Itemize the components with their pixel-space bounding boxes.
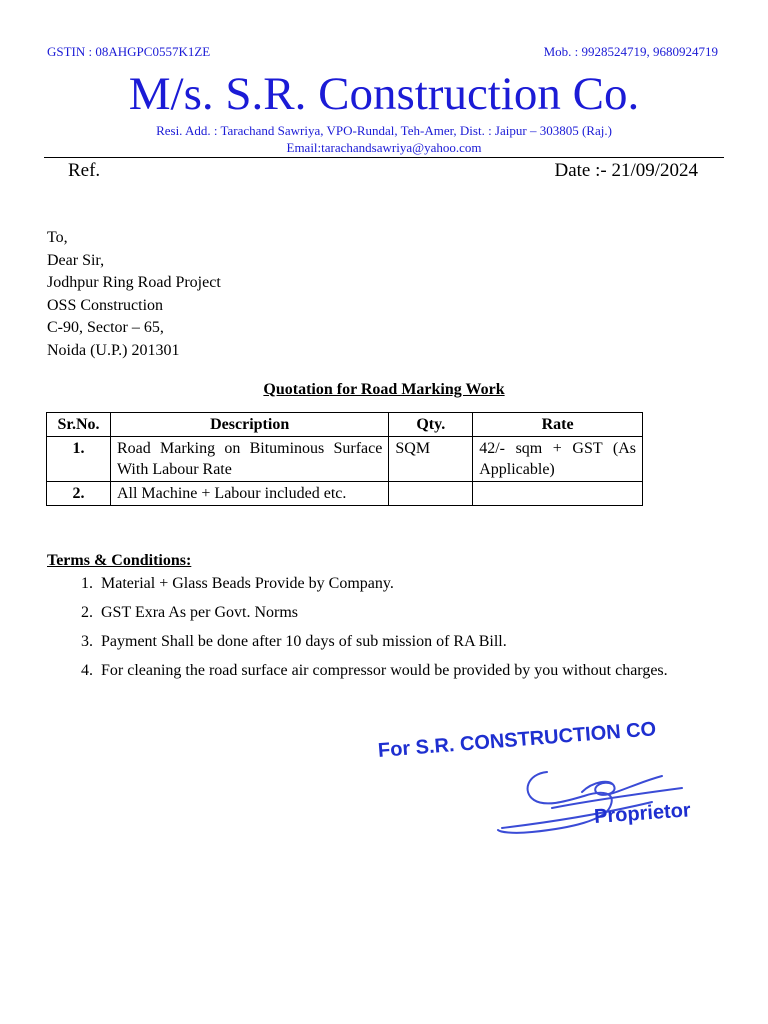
column-header-description: Description (110, 413, 388, 437)
handwritten-signature (492, 752, 692, 842)
term-text: Material + Glass Beads Provide by Company. (101, 575, 394, 592)
cell-description: Road Marking on Bituminous Surface With Labour Rate (110, 437, 388, 482)
cell-qty: SQM (389, 437, 473, 482)
addressee-line: Dear Sir, (47, 251, 105, 269)
term-number: 4. (81, 662, 93, 679)
addressee-line: Noida (U.P.) 201301 (47, 341, 180, 359)
table-header-row (47, 413, 643, 437)
quotation-table (46, 412, 643, 506)
cell-description: All Machine + Labour included etc. (110, 482, 388, 506)
company-stamp (372, 718, 717, 844)
firm-email: Email:tarachandsawriya@yahoo.com (286, 140, 482, 155)
quotation-title: Quotation for Road Marking Work (263, 381, 505, 398)
cell-qty (389, 482, 473, 506)
header-divider (44, 157, 724, 158)
letter-date: Date :- 21/09/2024 (554, 160, 698, 181)
list-item (47, 602, 668, 631)
cell-srno: 1. (47, 437, 111, 482)
addressee-block (47, 227, 221, 362)
addressee-line: Jodhpur Ring Road Project (47, 274, 221, 291)
column-header-srno: Sr.No. (47, 413, 111, 437)
firm-name: M/s. S.R. Construction Co. (128, 68, 640, 120)
term-text: GST Exra As per Govt. Norms (101, 604, 299, 621)
list-item (47, 573, 668, 602)
stamp-company-line: For S.R. CONSTRUCTION CO (377, 718, 657, 763)
firm-address: Resi. Add. : Tarachand Sawriya, VPO-Rundal, Teh-Amer, Dist. : Jaipur – 303805 (Raj.) (156, 123, 612, 138)
mobile-numbers: Mob. : 9928524719, 9680924719 (543, 44, 718, 59)
addressee-line: OSS Construction (47, 296, 164, 314)
addressee-line: To, (47, 229, 68, 246)
terms-list (47, 573, 668, 689)
term-text: For cleaning the road surface air compressor would be provided by you without charges. (101, 662, 668, 679)
term-number: 1. (81, 575, 93, 592)
list-item (47, 631, 668, 660)
list-item (47, 660, 668, 689)
column-header-qty: Qty. (389, 413, 473, 437)
stamp-proprietor-line: Proprietor (593, 799, 692, 829)
addressee-line: C-90, Sector – 65, (47, 319, 164, 336)
term-number: 3. (81, 633, 93, 650)
gstin-number: GSTIN : 08AHGPC0557K1ZE (47, 44, 211, 59)
terms-heading: Terms & Conditions: (47, 552, 192, 569)
cell-srno: 2. (47, 482, 111, 506)
reference-label: Ref. (68, 160, 101, 181)
table-row (47, 482, 643, 506)
term-text: Payment Shall be done after 10 days of sub mission of RA Bill. (101, 633, 507, 650)
column-header-rate: Rate (473, 413, 643, 437)
table-row (47, 437, 643, 482)
term-number: 2. (81, 604, 93, 621)
cell-rate (473, 482, 643, 506)
cell-rate: 42/- sqm + GST (As Applicable) (473, 437, 643, 482)
